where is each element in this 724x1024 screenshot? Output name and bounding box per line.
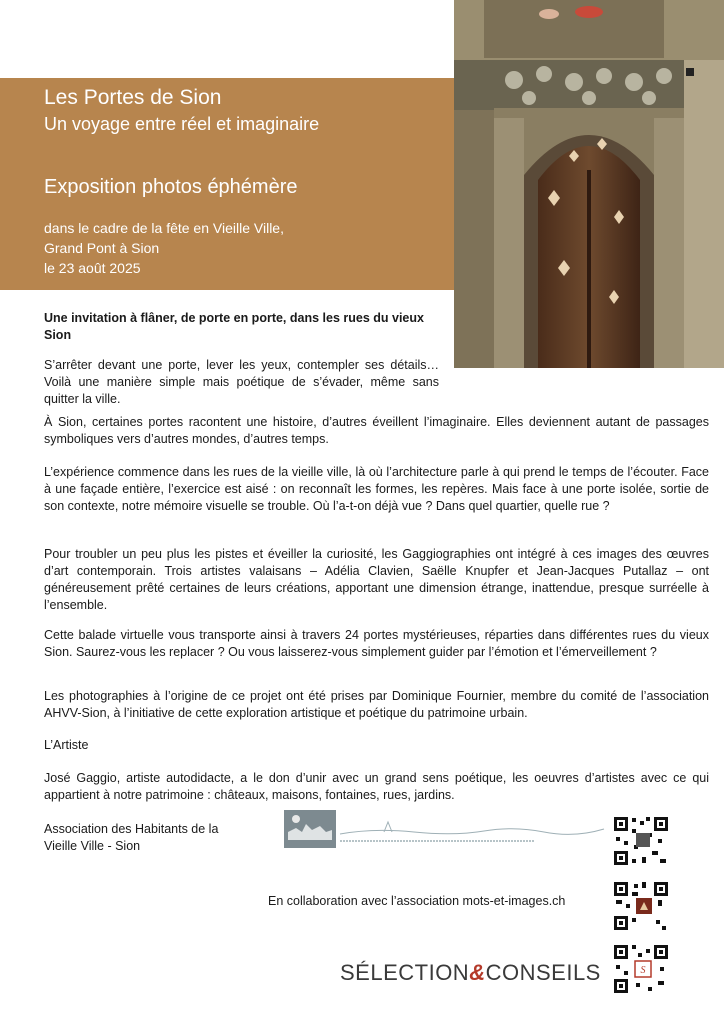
body-paragraph-4: Cette balade virtuelle vous transporte ainsi à travers 24 portes mystérieuses, réparties dans différentes rues du vieux Sion. Saurez-vous les replacer ? Ou vous laisserez-vous simplement guider par l’émotion et l’émerveillement ? — [44, 628, 709, 659]
brand-right: CONSEILS — [485, 960, 601, 985]
body-paragraph-5: Les photographies à l’origine de ce projet ont été prises par Dominique Fournier, membre du comité de l’association AHVV-Sion, à l’initiative de cette exploration artistique et poétique du patrimoine urbain. — [44, 689, 709, 720]
intro-lead: Une invitation à flâner, de porte en porte, dans les rues du vieux Sion — [44, 311, 424, 342]
qr-code-icon[interactable] — [612, 815, 670, 867]
brand-ampersand: & — [469, 960, 486, 985]
svg-text:S: S — [640, 965, 646, 976]
artist-paragraph: José Gaggio, artiste autodidacte, a le don d’unir avec un grand sens poétique, les oeuvres d’artistes avec ce qui appartient à notre patrimoine : châteaux, maisons, fontaines, rues, jardins. — [44, 771, 709, 802]
selection-conseils-logo — [340, 960, 601, 986]
body-paragraph-1: À Sion, certaines portes racontent une histoire, d’autres éveillent l’imaginaire. Elles deviennent autant de passages symboliques vers d’autres mondes, d’autres temps. — [44, 415, 709, 446]
qr-code-icon[interactable] — [612, 943, 670, 995]
collaboration-text: En collaboration avec l’association mots-et-images.ch — [268, 894, 566, 908]
event-detail-place: Grand Pont à Sion — [44, 240, 160, 256]
body-paragraph-3: Pour troubler un peu plus les pistes et éveiller la curiosité, les Gaggiographies ont intégré à ces images des œuvres d’art contemporain. Trois artistes valaisans – Adélia Clavien, Saëlle Knupfer et Jean-Jacques Putallaz – ont généreusement prêté certaines de leurs créations, apportant une dimension étrange, inattendue, presque surréelle à l’ensemble. — [44, 547, 709, 612]
qr-code-icon[interactable] — [612, 880, 670, 932]
page-title: Les Portes de Sion — [44, 86, 222, 109]
artist-heading: L’Artiste — [44, 738, 89, 752]
event-detail-date: le 23 août 2025 — [44, 260, 141, 276]
event-title: Exposition photos éphémère — [44, 176, 298, 198]
event-detail-context: dans le cadre de la fête en Vieille Ville, — [44, 220, 284, 236]
association-name: Association des Habitants de la Vieille Ville - Sion — [44, 822, 219, 853]
old-town-skyline-logo — [284, 810, 606, 848]
title-banner — [0, 78, 454, 290]
door-photo — [454, 0, 724, 368]
brand-left: SÉLECTION — [340, 960, 470, 985]
intro-paragraph: S’arrêter devant une porte, lever les yeux, contempler ses détails… Voilà une manière simple mais poétique de s’évader, même sans quitter la ville. — [44, 358, 439, 406]
body-paragraph-2: L’expérience commence dans les rues de la vieille ville, là où l’architecture parle à qui prend le temps de l’écouter. Face à une façade entière, l’exercice est aisé : on reconnaît les formes, les repères. Mais face à une porte isolée, sortie de son contexte, notre mémoire visuelle se trouble. Où l’a-t-on déjà vue ? Dans quel quartier, quelle rue ? — [44, 465, 709, 513]
page-subtitle: Un voyage entre réel et imaginaire — [44, 114, 320, 134]
